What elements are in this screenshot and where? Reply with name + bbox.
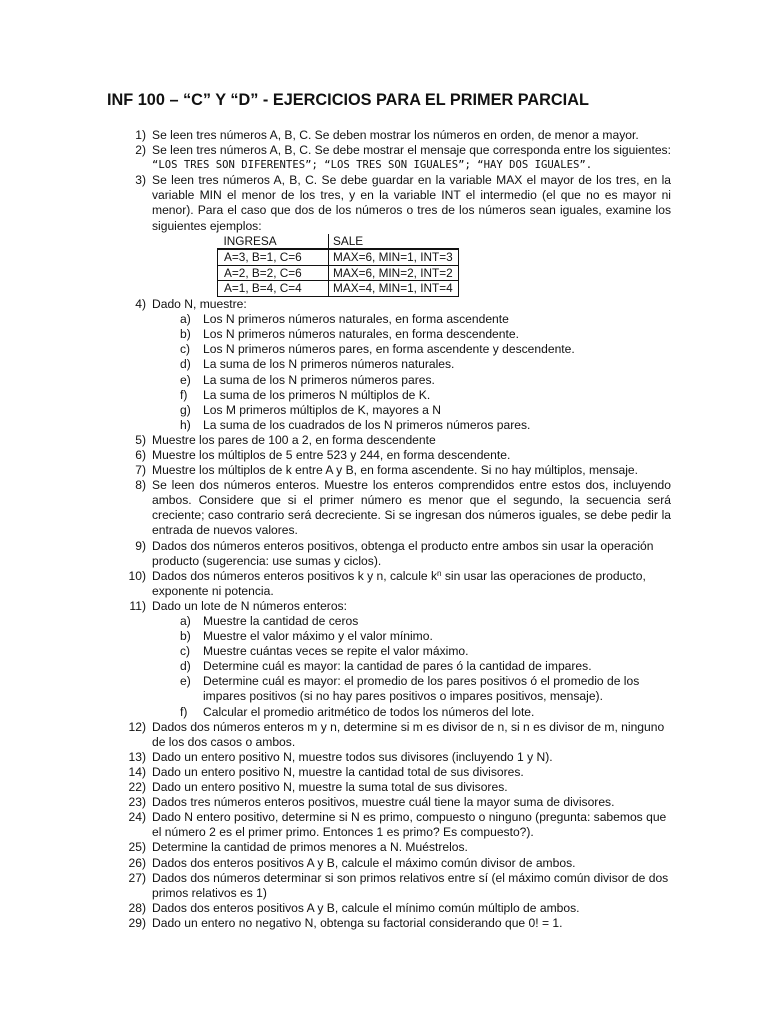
item-text: Dado un entero positivo N, muestre la suma total de sus divisores. — [152, 780, 508, 795]
item-number: 14) — [128, 764, 146, 779]
item-text: Se leen dos números enteros. Muestre los enteros comprendidos entre estos dos, incluyendo ambos. Considere que si el primer número es menor que el segundo, la secuencia será creciente; caso contrario será decreciente. Si se ingresan dos números iguales, se debe pedir la entrada de nuevos valores. — [152, 478, 671, 538]
item-text: Dado un entero positivo N, muestre todos sus divisores (incluyendo 1 y N). — [152, 749, 553, 764]
table-cell: A=2, B=2, C=6 — [218, 265, 329, 281]
list-item — [0, 173, 671, 297]
item-number: 22) — [128, 780, 146, 795]
sub-letter: a) — [180, 312, 191, 327]
item-text: Dados dos números enteros positivos, obtenga el producto entre ambos sin usar la operación producto (sugerencia: use sumas y ciclos). — [152, 538, 654, 568]
list-item — [0, 297, 671, 312]
page-title: INF 100 – “C” Y “D” - EJERCICIOS PARA EL PRIMER PARCIAL — [107, 91, 589, 109]
sub-letter: e) — [180, 674, 191, 689]
sub-text: Muestre la cantidad de ceros — [203, 614, 359, 628]
item-number: 9) — [135, 538, 146, 553]
sub-text: La suma de los N primeros números naturales. — [203, 357, 455, 372]
item-text: Dado un entero no negativo N, obtenga su factorial considerando que 0! = 1. — [152, 915, 563, 930]
list-item — [0, 780, 671, 795]
sub-item — [0, 388, 673, 403]
list-item — [0, 720, 671, 750]
sub-letter: c) — [180, 342, 191, 357]
sub-text: Los M primeros múltiplos de K, mayores a N — [203, 402, 441, 417]
item-text-messages: “LOS TRES SON DIFERENTES”; “LOS TRES SON IGUALES”; “HAY DOS IGUALES”. — [152, 159, 593, 172]
sub-text: La suma de los N primeros números pares. — [203, 372, 435, 387]
item-text: Se leen tres números A, B, C. Se debe guardar en la variable MAX el mayor de los tres, en la variable MIN el menor de los tres, y en la variable INT el intermedio (el que no es mayor ni menor). Para el caso que dos de los números o tres de los números sean iguales, examine los siguientes ejemplos: — [152, 173, 671, 233]
list-item — [0, 750, 671, 765]
table-row — [218, 281, 459, 297]
list-item — [0, 463, 671, 478]
list-item — [0, 569, 671, 599]
item-text: Dados dos enteros positivos A y B, calcule el mínimo común múltiplo de ambos. — [152, 900, 580, 915]
item-text: Muestre los pares de 100 a 2, en forma descendente — [152, 432, 436, 447]
table-header-cell: INGRESA — [218, 234, 329, 250]
sub-item — [0, 674, 673, 704]
item-text-part: Dados dos números enteros positivos k y n, calcule k — [152, 568, 438, 583]
sub-item — [0, 629, 673, 644]
sub-letter: b) — [180, 327, 191, 342]
list-item — [0, 871, 671, 901]
item-text — [152, 569, 671, 599]
item-number: 23) — [128, 795, 146, 810]
sub-text: Muestre cuántas veces se repite el valor máximo. — [203, 644, 469, 659]
item-text: Dados dos enteros positivos A y B, calcule el máximo común divisor de ambos. — [152, 855, 576, 870]
table-row — [218, 249, 459, 265]
list-item — [0, 856, 671, 871]
sub-letter: c) — [180, 644, 191, 659]
table-cell: MAX=6, MIN=1, INT=3 — [329, 249, 459, 265]
list-item — [0, 539, 671, 569]
list-item — [0, 433, 671, 448]
item-number: 5) — [135, 432, 146, 447]
sub-text: Determine cuál es mayor: la cantidad de pares ó la cantidad de impares. — [203, 659, 592, 674]
item-number: 8) — [135, 478, 146, 493]
table-cell: MAX=4, MIN=1, INT=4 — [329, 281, 459, 297]
item-text: Determine la cantidad de primos menores a N. Muéstrelos. — [152, 840, 468, 855]
sub-letter: b) — [180, 629, 191, 644]
list-item — [0, 143, 671, 173]
item-text: Dado un entero positivo N, muestre la cantidad total de sus divisores. — [152, 764, 524, 779]
item-text: Dado un lote de N números enteros: — [152, 598, 347, 613]
list-item — [0, 901, 671, 916]
sub-text: Muestre el valor máximo y el valor mínimo. — [203, 629, 433, 644]
sub-text: Los N primeros números pares, en forma ascendente y descendente. — [203, 342, 575, 357]
sub-text: La suma de los cuadrados de los N primeros números pares. — [203, 417, 531, 432]
list-item — [0, 795, 671, 810]
sub-text: Calcular el promedio aritmético de todos los números del lote. — [203, 704, 535, 719]
item-number: 7) — [135, 463, 146, 478]
sub-item — [0, 342, 673, 357]
table-cell: A=1, B=4, C=4 — [218, 281, 329, 297]
sub-letter: d) — [180, 357, 191, 372]
table-cell: A=3, B=1, C=6 — [218, 249, 329, 265]
sub-letter: d) — [180, 659, 191, 674]
sub-letter: g) — [180, 402, 191, 417]
item-number: 4) — [135, 297, 146, 312]
item-number: 11) — [129, 598, 146, 613]
item-number: 13) — [128, 749, 146, 764]
sub-item — [0, 373, 673, 388]
list-item — [0, 840, 671, 855]
item-number: 27) — [128, 870, 146, 885]
sub-text: La suma de los primeros N múltiplos de K. — [203, 387, 431, 402]
table-row — [218, 265, 459, 281]
example-table — [217, 234, 459, 297]
item-number: 10) — [128, 568, 146, 583]
item-number: 25) — [128, 840, 146, 855]
sub-item — [0, 659, 673, 674]
item-number: 1) — [135, 128, 146, 142]
sub-text: Los N primeros números naturales, en forma descendente. — [203, 327, 519, 342]
sub-item — [0, 327, 673, 342]
sub-item — [0, 614, 673, 629]
table-header-cell: SALE — [329, 234, 459, 250]
list-item — [0, 128, 671, 143]
item-text-part: sin usar las operaciones de producto, exponente ni potencia. — [152, 568, 646, 598]
item-number: 2) — [135, 143, 146, 158]
item-number: 6) — [135, 447, 146, 462]
item-text: Dados tres números enteros positivos, muestre cuál tiene la mayor suma de divisores. — [152, 795, 615, 810]
list-item — [0, 916, 671, 931]
sub-letter: e) — [180, 372, 191, 387]
sub-letter: f) — [180, 387, 188, 402]
sub-letter: f) — [180, 704, 188, 719]
sub-item — [0, 357, 673, 372]
table-cell: MAX=6, MIN=2, INT=2 — [329, 265, 459, 281]
item-number: 26) — [128, 855, 146, 870]
item-text: Dados dos números enteros m y n, determine si m es divisor de n, si n es divisor de m, ninguno de los dos casos o ambos. — [152, 719, 665, 749]
sub-item — [0, 644, 673, 659]
item-number: 12) — [128, 719, 146, 734]
list-item — [0, 448, 671, 463]
sub-item — [0, 418, 673, 433]
sub-letter: a) — [180, 614, 191, 628]
item-number: 29) — [128, 915, 146, 930]
item-text: Muestre los múltiplos de 5 entre 523 y 244, en forma descendente. — [152, 447, 511, 462]
item-number: 24) — [128, 810, 146, 825]
sub-item — [0, 312, 673, 327]
sub-item — [0, 705, 673, 720]
list-item — [0, 478, 671, 538]
item-text: Dado N entero positivo, determine si N es primo, compuesto o ninguno (pregunta: sabemos que el número 2 es el primer primo. Entonces 1 es primo? Es compuesto?). — [152, 810, 667, 840]
list-item — [0, 810, 671, 840]
item-text: Se leen tres números A, B, C. Se debe mostrar el mensaje que corresponda entre los siguientes: — [152, 143, 671, 158]
item-text: Dado N, muestre: — [152, 297, 247, 312]
item-number: 28) — [128, 900, 146, 915]
item-text: Dados dos números determinar si son primos relativos entre sí (el máximo común divisor de dos primos relativos es 1) — [152, 870, 669, 900]
sub-text: Los N primeros números naturales, en forma ascendente — [203, 312, 509, 327]
item-text: Se leen tres números A, B, C. Se deben mostrar los números en orden, de menor a mayor. — [152, 128, 639, 142]
table-header-row — [218, 234, 459, 250]
sub-item — [0, 403, 673, 418]
superscript-exponent: n — [437, 568, 442, 578]
list-item — [0, 765, 671, 780]
sub-text: Determine cuál es mayor: el promedio de los pares positivos ó el promedio de los impares positivos (si no hay pares positivos o impares positivos, mensaje). — [203, 674, 640, 704]
exercise-list — [0, 128, 768, 931]
item-number: 3) — [135, 173, 146, 188]
list-item — [0, 599, 671, 614]
sub-letter: h) — [180, 417, 191, 432]
item-text: Muestre los múltiplos de k entre A y B, en forma ascendente. Si no hay múltiplos, mensaje. — [152, 463, 639, 478]
